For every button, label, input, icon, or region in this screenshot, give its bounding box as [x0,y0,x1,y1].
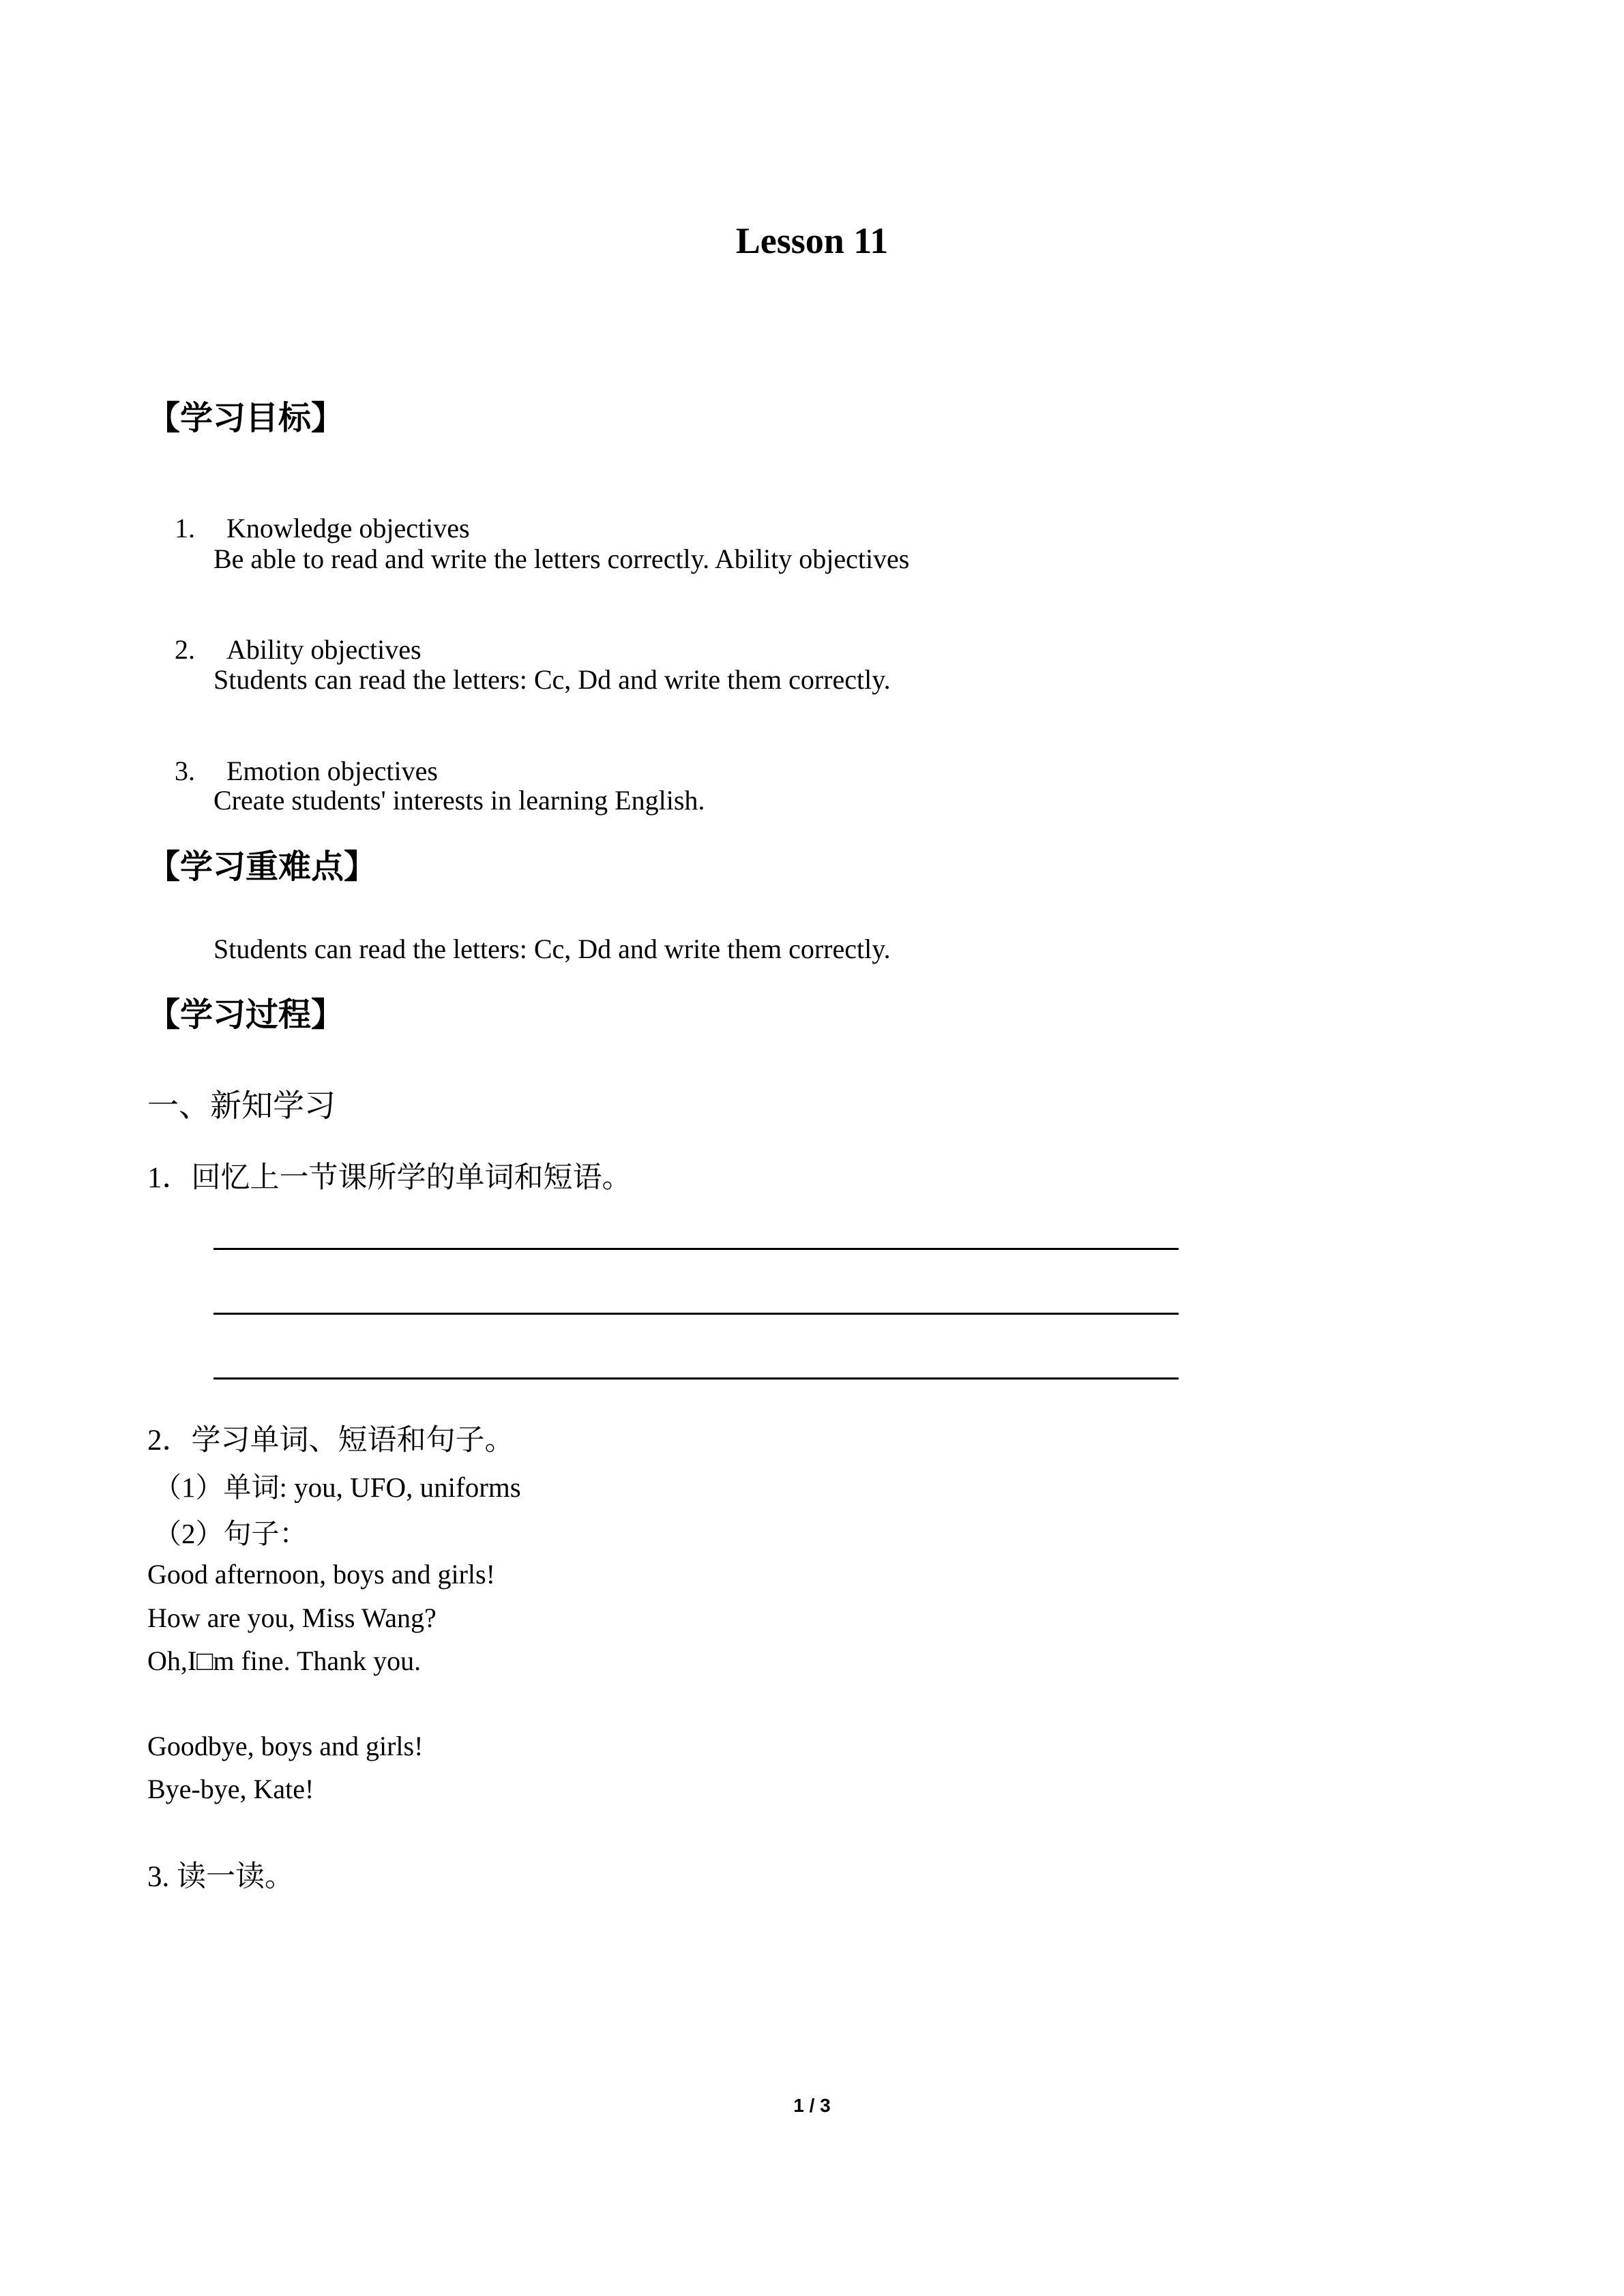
objective-item-2-detail: Students can read the letters: Cc, Dd and write them correctly. [213,664,891,695]
objective-item-3-detail: Create students' interests in learning English. [213,785,705,816]
key-points-detail: Students can read the letters: Cc, Dd and write them correctly. [213,934,891,964]
answer-line-2 [213,1313,1179,1315]
process-sentences-label: （2）句子： [153,1518,308,1549]
process-words-line: （1）单词: you, UFO, uniforms [153,1472,521,1503]
objective-item-2-number: 2. [175,634,195,665]
dialog2-line-1: Goodbye, boys and girls! [147,1731,424,1761]
dialog2-line-2: Bye-bye, Kate! [147,1774,314,1804]
answer-line-3 [213,1377,1179,1380]
process-section-one: 一、新知学习 [147,1088,336,1123]
page-title: Lesson 11 [735,220,889,261]
answer-line-1 [213,1248,1179,1250]
key-points-heading: 【学习重难点】 [147,849,377,885]
objective-item-3-number: 3. [175,756,195,786]
objectives-heading: 【学习目标】 [147,400,344,436]
process-step-3: 3. 读一读。 [147,1861,294,1893]
objective-item-1-detail: Be able to read and write the letters correctly. Ability objectives [213,543,910,574]
dialog1-line-3: Oh,I□m fine. Thank you. [147,1645,422,1676]
process-step-1: 1．回忆上一节课所学的单词和短语。 [147,1162,632,1194]
process-heading: 【学习过程】 [147,997,344,1033]
objective-item-3-label: Emotion objectives [226,756,438,786]
objective-item-1-number: 1. [175,513,195,543]
objective-item-1-label: Knowledge objectives [226,513,470,543]
page-number-indicator: 1 / 3 [793,2095,831,2116]
objective-item-2-label: Ability objectives [226,634,422,665]
dialog1-line-2: How are you, Miss Wang? [147,1602,437,1633]
process-step-2: 2．学习单词、短语和句子。 [147,1425,514,1457]
dialog1-line-1: Good afternoon, boys and girls! [147,1559,495,1590]
